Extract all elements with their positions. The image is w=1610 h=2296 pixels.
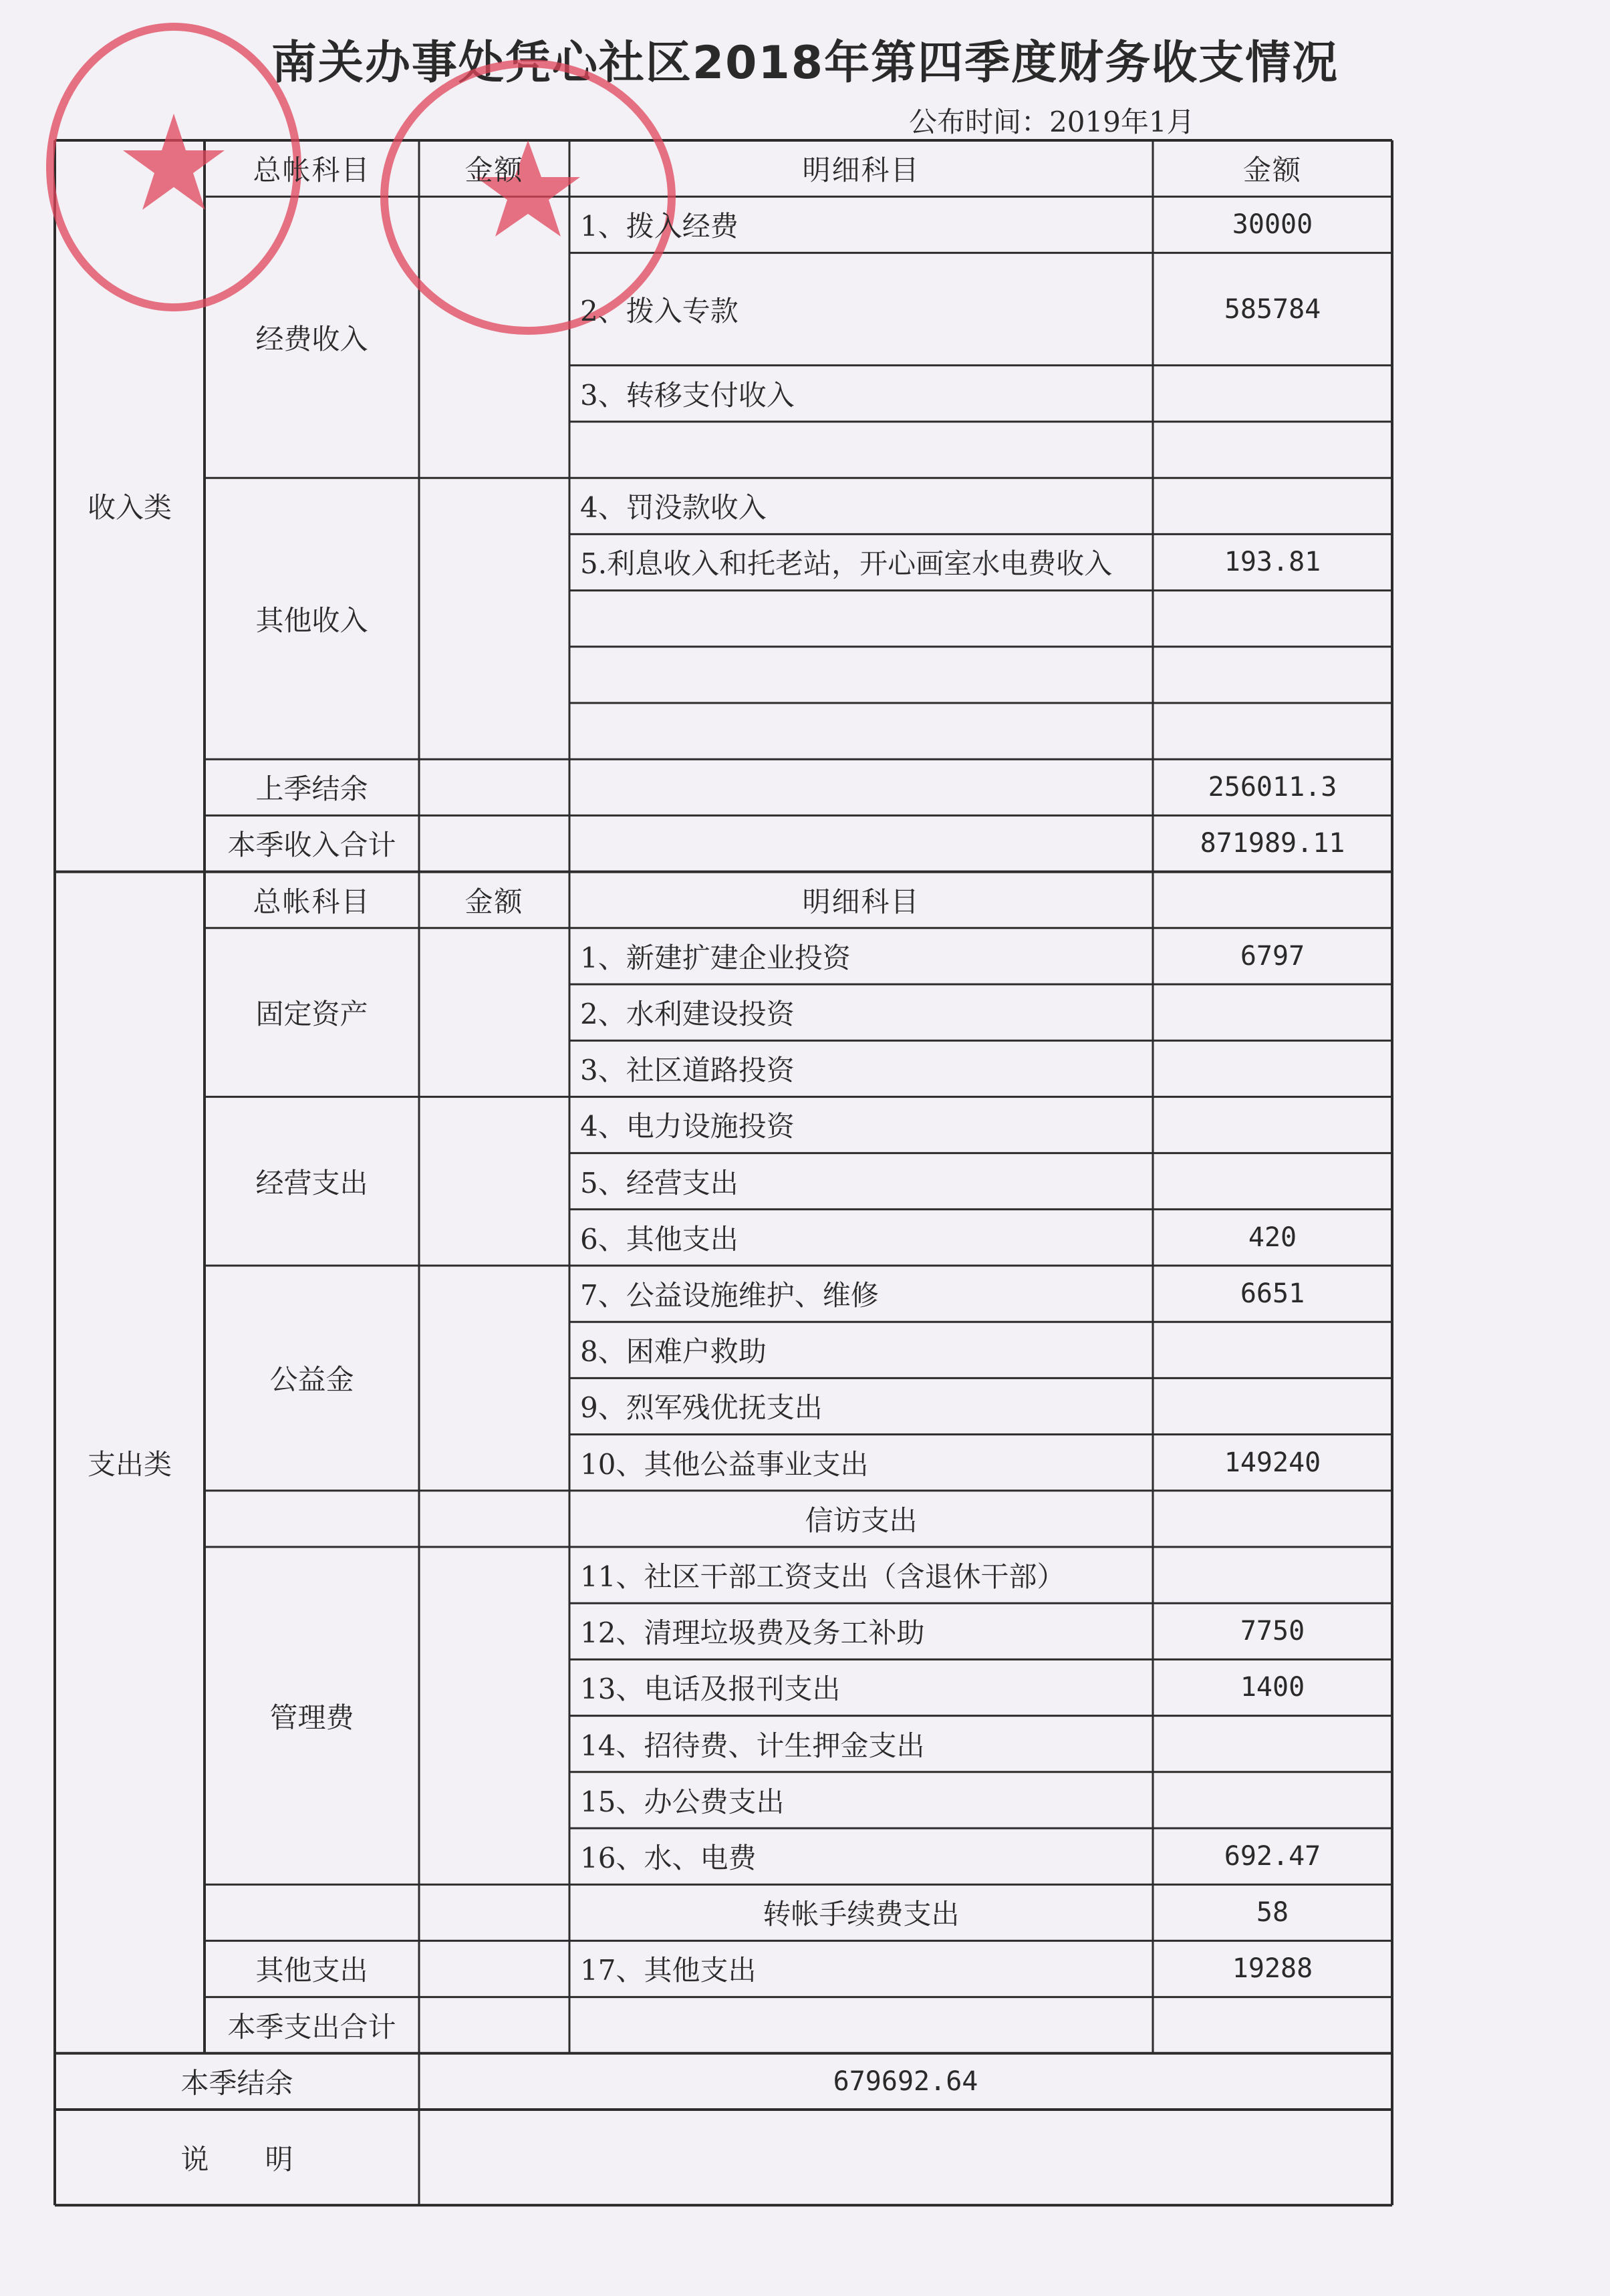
expense-detail-item: 4、电力设施投资 <box>580 1110 795 1143</box>
expense-detail-item: 11、社区干部工资支出（含退休干部） <box>580 1560 1065 1594</box>
expense-detail-amount <box>1153 1547 1392 1603</box>
income-detail-item: 4、罚没款收入 <box>580 491 767 525</box>
expense-account-4: 管理费 <box>269 1701 354 1734</box>
expense-detail-amount <box>1153 1322 1392 1378</box>
expense-account-5 <box>205 1884 419 1941</box>
income-detail-amount <box>1153 647 1392 703</box>
income-detail-item <box>569 591 1153 647</box>
expense-detail-amount <box>1153 1040 1392 1097</box>
expense-detail-amount <box>1153 1491 1392 1547</box>
income-header-amount: 金额 <box>464 154 524 187</box>
expense-total-amount <box>1153 1997 1392 2053</box>
expense-detail-item: 2、水利建设投资 <box>580 998 795 1031</box>
expense-detail-amount <box>1153 1097 1392 1153</box>
expense-detail-amount: 692.47 <box>1224 1841 1321 1872</box>
income-header-detail-amount: 金额 <box>1242 154 1302 187</box>
expense-account-3 <box>205 1491 419 1547</box>
expense-detail-item: 14、招待费、计生押金支出 <box>580 1729 925 1762</box>
expense-detail-item: 3、社区道路投资 <box>580 1054 795 1087</box>
expense-detail-item: 17、其他支出 <box>580 1954 757 1987</box>
expense-account-0: 固定资产 <box>255 998 368 1031</box>
income-account-1: 其他收入 <box>255 603 368 637</box>
expense-total-label: 本季支出合计 <box>227 2010 396 2043</box>
page-title: 南关办事处凭心社区2018年第四季度财务收支情况 <box>271 37 1339 90</box>
expense-detail-item: 15、办公费支出 <box>580 1785 785 1818</box>
income-total-label: 本季收入合计 <box>227 829 396 862</box>
expense-detail-amount: 7750 <box>1240 1616 1305 1647</box>
expense-detail-item: 7、公益设施维护、维修 <box>580 1279 879 1312</box>
expense-detail-item: 9、烈军残优抚支出 <box>580 1391 823 1425</box>
income-detail-amount: 585784 <box>1224 293 1321 325</box>
income-detail-amount: 193.81 <box>1224 547 1321 578</box>
notes-text <box>419 2110 1392 2205</box>
expense-detail-item: 12、清理垃圾费及务工补助 <box>580 1616 925 1650</box>
expense-detail-amount <box>1153 1153 1392 1209</box>
income-account-0: 经费收入 <box>255 322 368 355</box>
income-detail-item <box>569 422 1153 478</box>
expense-detail-amount <box>1153 984 1392 1040</box>
income-detail-amount <box>1153 703 1392 759</box>
income-detail-item <box>569 647 1153 703</box>
expense-detail-amount <box>1153 1772 1392 1828</box>
expense-detail-item: 1、新建扩建企业投资 <box>580 941 851 974</box>
publish-date: 公布时间：2019年1月 <box>909 106 1195 138</box>
expense-detail-item: 信访支出 <box>805 1503 918 1537</box>
income-detail-amount: 30000 <box>1232 209 1313 241</box>
income-detail-item: 5.利息收入和托老站，开心画室水电费收入 <box>580 547 1113 581</box>
expense-detail-amount: 19288 <box>1232 1953 1313 1985</box>
prev-balance-label: 上季结余 <box>255 772 368 806</box>
expense-detail-item: 13、电话及报刊支出 <box>580 1673 841 1706</box>
expense-detail-amount: 6797 <box>1240 940 1305 972</box>
income-detail-item: 3、转移支付收入 <box>580 378 795 412</box>
expense-detail-item: 16、水、电费 <box>580 1842 757 1875</box>
income-detail-amount <box>1153 591 1392 647</box>
expense-detail-item: 8、困难户救助 <box>580 1335 767 1369</box>
income-detail-item: 2、拨入专款 <box>580 294 739 327</box>
expense-account-6: 其他支出 <box>255 1954 368 1987</box>
income-header-account: 总帐科目 <box>253 154 371 187</box>
expense-detail-amount: 6651 <box>1240 1278 1305 1310</box>
expense-detail-amount: 149240 <box>1224 1447 1321 1478</box>
expense-detail-item: 6、其他支出 <box>580 1222 739 1256</box>
expense-detail-amount: 1400 <box>1240 1672 1305 1703</box>
expense-detail-amount <box>1153 1716 1392 1772</box>
income-header-detail: 明细科目 <box>802 154 920 187</box>
expense-header-detail: 明细科目 <box>802 885 920 918</box>
balance-label: 本季结余 <box>180 2066 293 2100</box>
expense-detail-amount <box>1153 1378 1392 1434</box>
balance-amount: 679692.64 <box>833 2065 978 2097</box>
income-total-amount: 871989.11 <box>1200 828 1345 859</box>
income-detail-item <box>569 703 1153 759</box>
expense-category: 支出类 <box>87 1447 172 1481</box>
notes-label: 说 明 <box>180 2142 293 2176</box>
expense-account-2: 公益金 <box>269 1363 354 1397</box>
income-detail-item: 1、拨入经费 <box>580 210 739 243</box>
expense-header-amount: 金额 <box>464 885 524 918</box>
expense-detail-amount: 420 <box>1248 1222 1297 1253</box>
expense-header-account: 总帐科目 <box>253 885 371 918</box>
expense-detail-item: 10、其他公益事业支出 <box>580 1447 869 1481</box>
income-detail-amount <box>1153 478 1392 534</box>
income-detail-amount <box>1153 366 1392 422</box>
income-detail-amount <box>1153 422 1392 478</box>
expense-detail-amount: 58 <box>1256 1897 1289 1928</box>
expense-account-1: 经营支出 <box>255 1166 368 1199</box>
income-category: 收入类 <box>87 491 172 525</box>
prev-balance-amount: 256011.3 <box>1208 772 1337 803</box>
expense-detail-item: 转帐手续费支出 <box>763 1898 960 1931</box>
expense-detail-item: 5、经营支出 <box>580 1166 739 1199</box>
